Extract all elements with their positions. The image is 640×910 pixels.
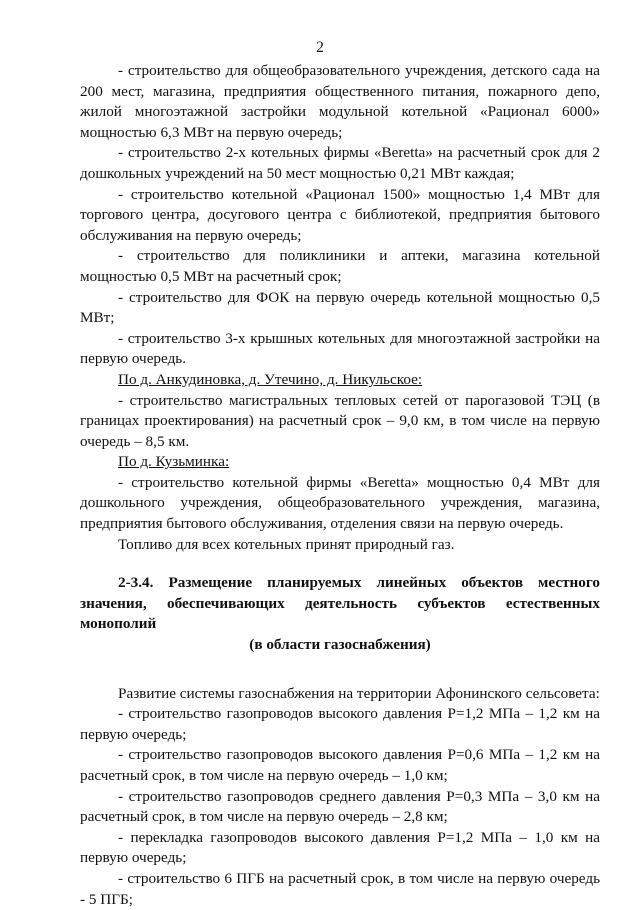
section-heading-line: 2-3.4. Размещение планируемых линейных объектов местного значения, обеспечивающих деятельность субъектов естественных монополий xyxy=(80,574,600,633)
subheading xyxy=(80,370,600,391)
paragraph: - строительство для поликлиники и аптеки, магазина котельной мощностью 0,5 МВт на расчетный срок; xyxy=(80,247,600,285)
section-heading xyxy=(80,573,600,655)
paragraph: - строительство для ФОК на первую очередь котельной мощностью 0,5 МВт; xyxy=(80,288,600,327)
paragraph: - строительство котельной фирмы «Beretta» мощностью 0,4 МВт для дошкольного учреждения, общеобразовательного учреждения, магазина, предприятия бытового обслуживания, отделения связи на первую очередь. xyxy=(80,473,600,533)
paragraph: Развитие системы газоснабжения на территории Афонинского сельсовета: xyxy=(118,684,600,702)
paragraph: Топливо для всех котельных принят природный газ. xyxy=(118,535,455,553)
section-heading-subtitle: (в области газоснабжения) xyxy=(249,636,431,654)
paragraph: - строительство для общеобразовательного учреждения, детского сада на 200 мест, магазина, предприятия общественного питания, пожарного депо, жилой многоэтажной застройки модульной котельной «Рационал 6000» мощностью 6,3 МВт на первую очередь; xyxy=(80,62,600,141)
paragraph: - строительство магистральных тепловых сетей от парогазовой ТЭЦ (в границах проектирования) на расчетный срок – 9,0 км, в том числе на первую очередь – 8,5 км. xyxy=(80,391,600,450)
paragraph: - строительство 3-х крышных котельных для многоэтажной застройки на первую очередь. xyxy=(80,329,600,368)
paragraph: - перекладка газопроводов высокого давления Р=1,2 МПа – 1,0 км на первую очередь; xyxy=(80,828,600,867)
paragraph: - строительство 6 ПГБ на расчетный срок, в том числе на первую очередь - 5 ПГБ; xyxy=(80,869,600,908)
subheading-text: По д. Кузьминка: xyxy=(118,453,230,471)
paragraph: - строительство газопроводов среднего давления Р=0,3 МПа – 3,0 км на расчетный срок, в том числе на первую очередь – 2,8 км; xyxy=(80,787,600,826)
subheading-text: По д. Анкудиновка, д. Утечино, д. Никульское: xyxy=(118,370,423,388)
document-body xyxy=(80,61,600,910)
paragraph: - строительство газопроводов высокого давления Р=1,2 МПа – 1,2 км на первую очередь; xyxy=(80,705,600,743)
page-number: 2 xyxy=(316,39,324,56)
subheading xyxy=(80,452,600,473)
paragraph: - строительство 2-х котельных фирмы «Beretta» на расчетный срок для 2 дошкольных учреждений на 50 мест мощностью 0,21 МВт каждая; xyxy=(80,144,600,182)
paragraph: - строительство котельной «Рационал 1500» мощностью 1,4 МВт для торгового центра, досугового центра с библиотекой, предприятия бытового обслуживания на первую очередь; xyxy=(80,185,600,244)
paragraph: - строительство газопроводов высокого давления Р=0,6 МПа – 1,2 км на расчетный срок, в том числе на первую очередь – 1,0 км; xyxy=(80,746,600,784)
